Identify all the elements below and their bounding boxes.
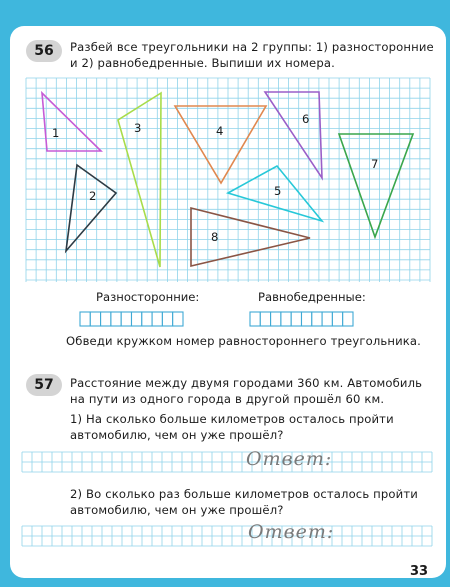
answer-word-q2: Ответ: [248, 521, 335, 543]
answer-box-cell[interactable] [271, 312, 281, 326]
answer-box-cell[interactable] [132, 312, 142, 326]
answer-grid-q2 [22, 526, 432, 546]
triangle-label-7: 7 [371, 157, 379, 171]
task56-instruction-line-1: Разбей все треугольники на 2 группы: 1) разносторонние [70, 40, 434, 54]
task56-instruction-line-2: и 2) равнобедренные. Выпиши их номера. [70, 55, 335, 70]
answer-box-cell[interactable] [312, 312, 322, 326]
answer-box-cell[interactable] [291, 312, 301, 326]
triangle-7 [339, 134, 413, 237]
circle-instruction: Обведи кружком номер равностороннего треугольника. [66, 334, 422, 348]
task57-question-1 [70, 412, 394, 443]
answer-box-cell[interactable] [80, 312, 90, 326]
triangle-3 [118, 93, 161, 267]
answer-box-cell[interactable] [121, 312, 131, 326]
task57-q1-line-1: 1) На сколько больше километров осталось пройти [70, 412, 394, 426]
answer-word-q1: Ответ: [246, 448, 333, 470]
answer-box-cell[interactable] [142, 312, 152, 326]
answer-box-cell[interactable] [90, 312, 100, 326]
answer-box-cell[interactable] [322, 312, 332, 326]
answer-box-cell[interactable] [173, 312, 183, 326]
triangle-label-5: 5 [274, 184, 282, 198]
triangle-1 [42, 93, 101, 151]
answer-box-cell[interactable] [250, 312, 260, 326]
isosceles-label: Равнобедренные: [258, 290, 366, 304]
triangle-6 [265, 92, 322, 178]
triangle-2 [66, 165, 116, 251]
task57-statement-line-2: на пути из одного города в другой прошёл 60 км. [70, 391, 385, 406]
triangle-label-4: 4 [216, 124, 224, 138]
task-number-56: 56 [26, 40, 62, 62]
answer-boxes [80, 312, 353, 326]
task57-statement-line-1: Расстояние между двумя городами 360 км. Автомобиль [70, 376, 423, 390]
triangle-label-2: 2 [89, 189, 97, 203]
triangle-8 [191, 208, 310, 266]
triangle-4 [175, 106, 266, 183]
answer-box-cell[interactable] [260, 312, 270, 326]
triangle-label-1: 1 [52, 126, 60, 140]
task57-q2-line-1: 2) Во сколько раз больше километров осталось пройти [70, 487, 418, 501]
answer-box-cell[interactable] [281, 312, 291, 326]
answer-grid-q1 [22, 452, 432, 472]
answer-box-cell[interactable] [111, 312, 121, 326]
page-number: 33 [410, 564, 429, 579]
answer-box-cell[interactable] [152, 312, 162, 326]
triangle-grid [26, 78, 430, 282]
answer-box-cell[interactable] [162, 312, 172, 326]
answer-box-cell[interactable] [302, 312, 312, 326]
task-number-57: 57 [26, 374, 62, 396]
answer-box-cell[interactable] [332, 312, 342, 326]
scalene-label: Разносторонние: [96, 290, 200, 304]
task57-q1-line-2: автомобилю, чем он уже прошёл? [70, 427, 284, 442]
answer-box-cell[interactable] [343, 312, 353, 326]
triangle-label-8: 8 [211, 230, 219, 244]
task57-statement [70, 376, 422, 407]
triangle-label-3: 3 [134, 121, 142, 135]
task57-q2-line-2: автомобилю, чем он уже прошёл? [70, 502, 284, 517]
answer-box-cell[interactable] [101, 312, 111, 326]
triangle-label-6: 6 [302, 112, 310, 126]
task57-question-2 [70, 487, 418, 518]
